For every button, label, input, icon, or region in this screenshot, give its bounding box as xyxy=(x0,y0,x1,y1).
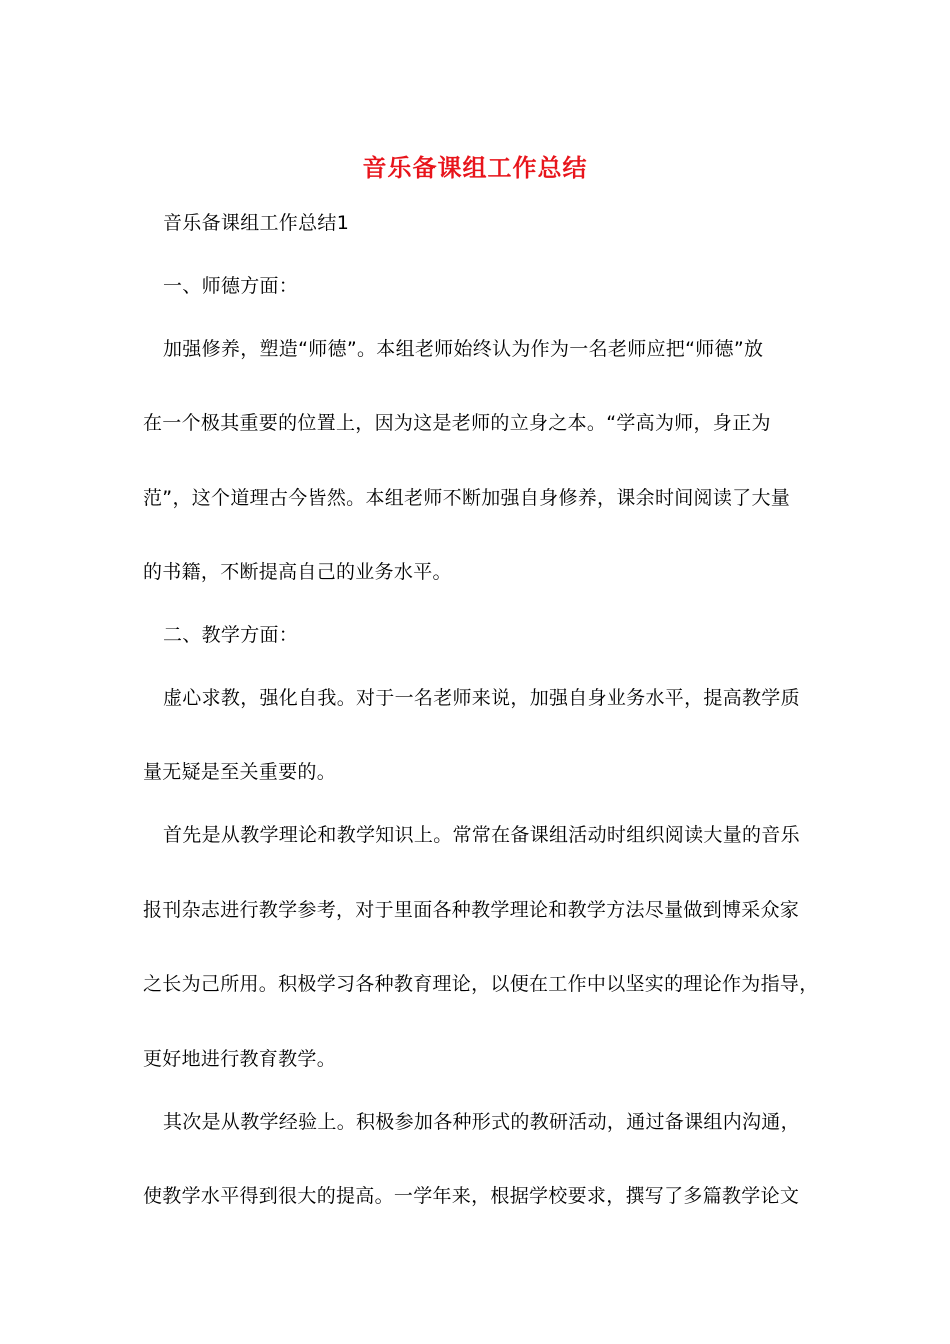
heading-line: 一、师德方面： xyxy=(163,275,299,297)
heading-line: 二、教学方面： xyxy=(163,624,299,646)
section-subtitle: 音乐备课组工作总结1 xyxy=(163,212,350,234)
paragraph-line: 加强修养，塑造“师德”。本组老师始终认为作为一名老师应把“师德”放 xyxy=(163,338,764,360)
paragraph-line: 量无疑是至关重要的。 xyxy=(143,761,337,783)
paragraph-line: 范”，这个道理古今皆然。本组老师不断加强自身修养，课余时间阅读了大量 xyxy=(143,487,791,509)
paragraph-line: 其次是从教学经验上。积极参加各种形式的教研活动，通过备课组内沟通， xyxy=(163,1111,800,1133)
document-title: 音乐备课组工作总结 xyxy=(362,153,588,182)
paragraph-line: 首先是从教学理论和教学知识上。常常在备课组活动时组织阅读大量的音乐 xyxy=(163,824,800,846)
paragraph-line: 的书籍，不断提高自己的业务水平。 xyxy=(143,561,452,583)
paragraph-line: 虚心求教，强化自我。对于一名老师来说，加强自身业务水平，提高教学质 xyxy=(163,687,800,709)
paragraph-line: 更好地进行教育教学。 xyxy=(143,1048,337,1070)
paragraph-line: 报刊杂志进行教学参考，对于里面各种教学理论和教学方法尽量做到博采众家 xyxy=(143,899,800,921)
paragraph-line: 在一个极其重要的位置上，因为这是老师的立身之本。“学高为师，身正为 xyxy=(143,412,771,434)
paragraph-line: 使教学水平得到很大的提高。一学年来，根据学校要求，撰写了多篇教学论文 xyxy=(143,1185,800,1207)
paragraph-line: 之长为己所用。积极学习各种教育理论，以便在工作中以坚实的理论作为指导， xyxy=(143,973,819,995)
